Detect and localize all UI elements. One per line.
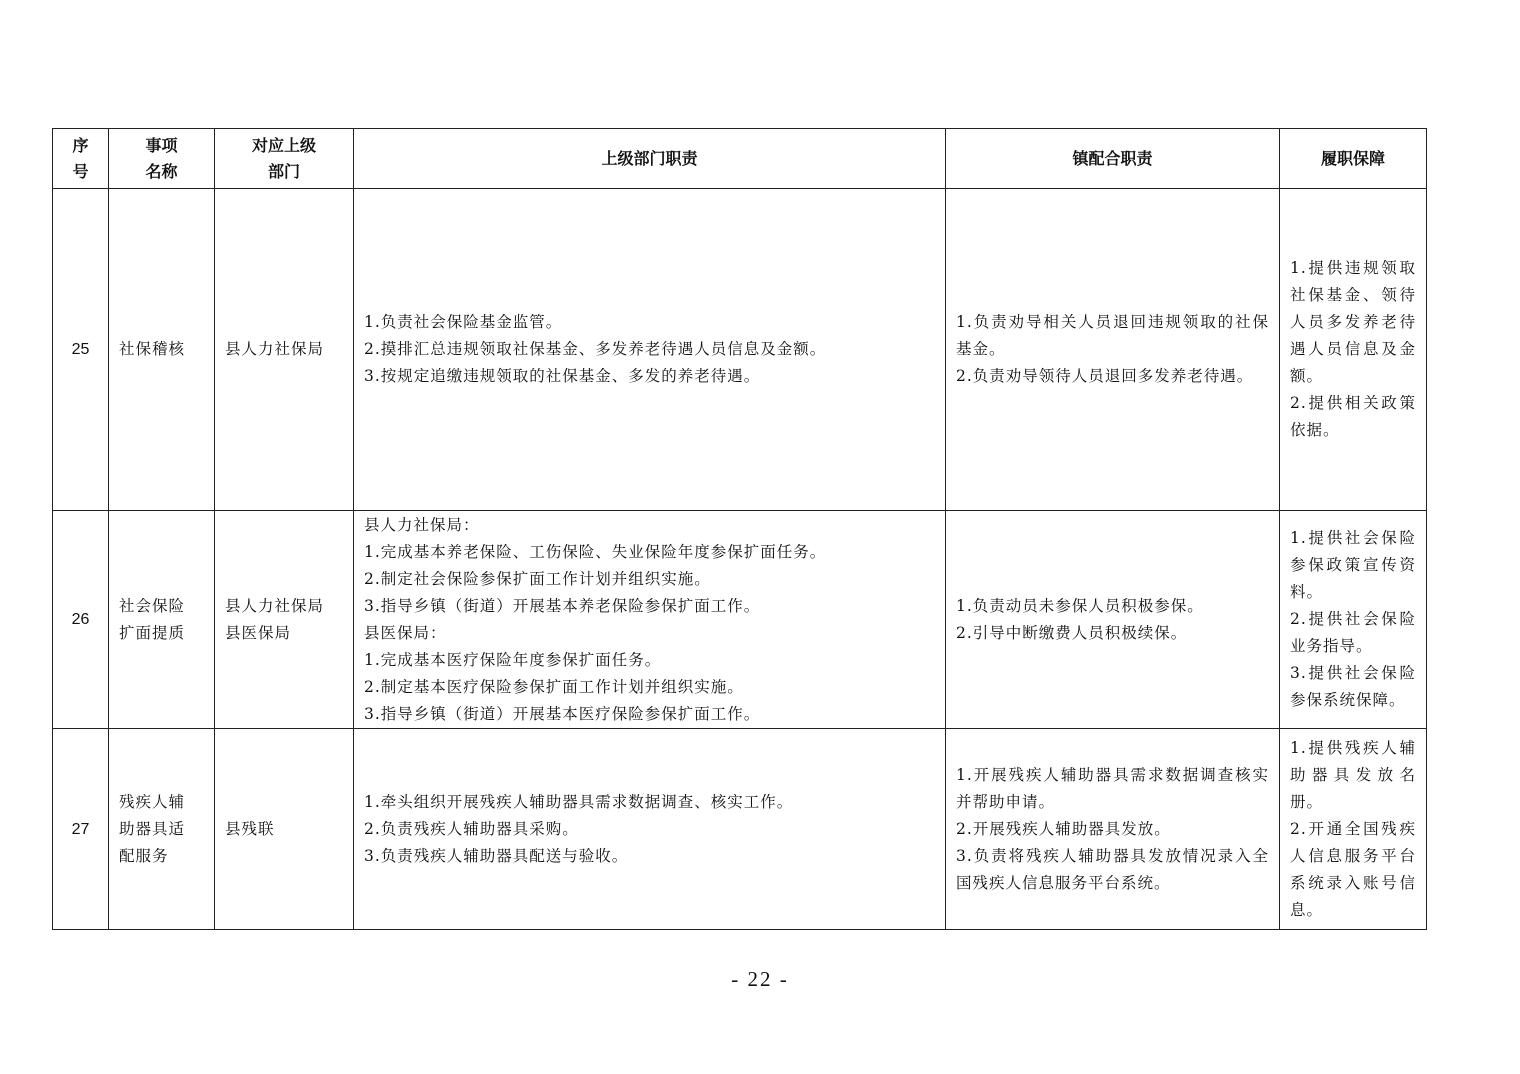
row-upper-dept <box>215 511 354 729</box>
upper-duty-line: 3.指导乡镇（街道）开展基本医疗保险参保扩面工作。 <box>364 704 761 723</box>
item-name-line: 助器具适 <box>119 819 186 838</box>
row-seq: 25 <box>53 189 109 511</box>
row-upper-dept <box>215 189 354 511</box>
header-dept-line: 部门 <box>267 161 300 181</box>
row-seq: 26 <box>53 511 109 729</box>
guarantee-line: 2.提供社会保险业务指导。 <box>1290 610 1416 655</box>
row-seq: 27 <box>53 729 109 930</box>
town-duty-line: 3.负责将残疾人辅助器具发放情况录入全国残疾人信息服务平台系统。 <box>956 846 1269 892</box>
row-town-duty <box>946 511 1280 729</box>
row-guarantee <box>1280 729 1427 930</box>
row-item-name <box>109 511 215 729</box>
table-header-row <box>53 129 1427 189</box>
upper-duty-line: 1.牵头组织开展残疾人辅助器具需求数据调查、核实工作。 <box>364 792 794 811</box>
town-duty-line: 1.负责动员未参保人员积极参保。 <box>956 596 1204 615</box>
row-upper-duty <box>354 189 946 511</box>
town-duty-line: 2.开展残疾人辅助器具发放。 <box>956 819 1171 838</box>
upper-duty-line: 1.完成基本养老保险、工伤保险、失业保险年度参保扩面任务。 <box>364 542 827 561</box>
page-number: - 22 - <box>731 967 789 991</box>
upper-duty-line: 2.负责残疾人辅助器具采购。 <box>364 819 579 838</box>
upper-duty-line: 2.摸排汇总违规领取社保基金、多发养老待遇人员信息及金额。 <box>364 340 827 358</box>
upper-duty-line: 1.完成基本医疗保险年度参保扩面任务。 <box>364 650 662 669</box>
town-duty-line: 2.引导中断缴费人员积极续保。 <box>956 623 1188 642</box>
header-town-duty: 镇配合职责 <box>946 129 1280 189</box>
upper-duty-line: 2.制定社会保险参保扩面工作计划并组织实施。 <box>364 569 711 588</box>
guarantee-line: 1.提供违规领取社保基金、领待人员多发养老待遇人员信息及金额。 <box>1290 259 1416 385</box>
header-upper-duty: 上级部门职责 <box>354 129 946 189</box>
upper-duty-line: 县人力社保局： <box>364 515 480 534</box>
dept-line: 县医保局 <box>225 623 292 642</box>
row-upper-duty <box>354 511 946 729</box>
header-seq-line: 号 <box>72 161 89 181</box>
table-row <box>53 729 1427 930</box>
town-duty-line: 1.开展残疾人辅助器具需求数据调查核实并帮助申请。 <box>956 765 1269 811</box>
header-item-line: 事项 <box>145 135 178 155</box>
item-name-line: 社保稽核 <box>119 340 186 358</box>
guarantee-line: 2.开通全国残疾人信息服务平台系统录入账号信息。 <box>1290 819 1416 919</box>
duty-table-wrapper <box>52 128 1426 930</box>
header-upper-dept <box>215 129 354 189</box>
header-guarantee: 履职保障 <box>1280 129 1427 189</box>
guarantee-line: 1.提供残疾人辅助器具发放名册。 <box>1290 738 1416 811</box>
upper-duty-line: 1.负责社会保险基金监管。 <box>364 313 563 331</box>
header-seq <box>53 129 109 189</box>
row-guarantee <box>1280 189 1427 511</box>
guarantee-line: 3.提供社会保险参保系统保障。 <box>1290 664 1416 709</box>
item-name-line: 配服务 <box>119 846 169 865</box>
row-upper-duty <box>354 729 946 930</box>
header-item-name <box>109 129 215 189</box>
upper-duty-line: 3.按规定追缴违规领取的社保基金、多发的养老待遇。 <box>364 367 761 385</box>
header-dept-line: 对应上级 <box>251 135 316 155</box>
row-item-name <box>109 729 215 930</box>
table-row <box>53 511 1427 729</box>
dept-line: 县人力社保局 <box>225 596 325 615</box>
row-guarantee <box>1280 511 1427 729</box>
row-town-duty <box>946 729 1280 930</box>
dept-line: 县人力社保局 <box>225 340 325 358</box>
town-duty-line: 1.负责劝导相关人员退回违规领取的社保基金。 <box>956 313 1269 358</box>
upper-duty-line: 县医保局： <box>364 623 447 642</box>
row-town-duty <box>946 189 1280 511</box>
item-name-line: 社会保险 <box>119 596 186 615</box>
duty-table <box>52 128 1427 930</box>
town-duty-line: 2.负责劝导领待人员退回多发养老待遇。 <box>956 367 1254 385</box>
row-item-name <box>109 189 215 511</box>
guarantee-line: 2.提供相关政策依据。 <box>1290 394 1416 439</box>
upper-duty-line: 2.制定基本医疗保险参保扩面工作计划并组织实施。 <box>364 677 744 696</box>
upper-duty-line: 3.负责残疾人辅助器具配送与验收。 <box>364 846 629 865</box>
item-name-line: 残疾人辅 <box>119 792 186 811</box>
dept-line: 县残联 <box>225 819 275 838</box>
row-upper-dept <box>215 729 354 930</box>
header-seq-line: 序 <box>72 135 89 155</box>
item-name-line: 扩面提质 <box>119 623 186 642</box>
table-row <box>53 189 1427 511</box>
guarantee-line: 1.提供社会保险参保政策宣传资料。 <box>1290 529 1416 601</box>
upper-duty-line: 3.指导乡镇（街道）开展基本养老保险参保扩面工作。 <box>364 596 761 615</box>
header-item-line: 名称 <box>145 161 178 181</box>
